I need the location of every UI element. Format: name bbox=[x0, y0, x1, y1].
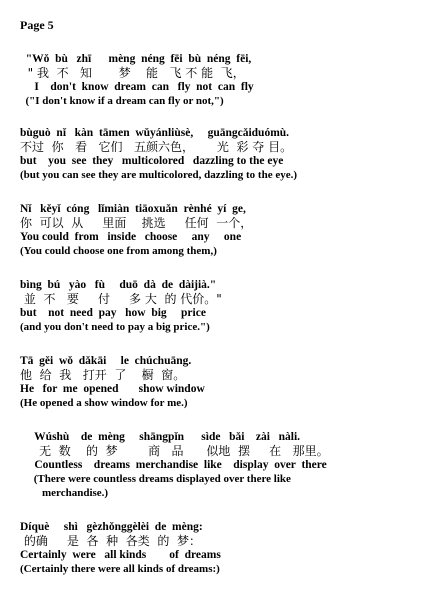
pinyin-line: bìng bú yào fù duō dà de dàijià." bbox=[20, 279, 217, 291]
pinyin-line: Díquè shì gèzhǒnggèlèi de mèng: bbox=[20, 521, 203, 533]
stanza-2 bbox=[20, 126, 415, 182]
chinese-line: 无 数 的 梦 商 品 似地 摆 在 那里。 bbox=[20, 444, 329, 458]
translation-line-continued: merchandise.) bbox=[20, 487, 109, 499]
english-gloss-line: but you see they multicolored dazzling to the eye bbox=[20, 155, 284, 167]
translation-line: (There were countless dreams displayed over there like bbox=[20, 473, 291, 485]
chinese-line: 不过 你 看 它们 五颜六色， 光 彩 夺 目。 bbox=[20, 140, 293, 154]
english-gloss-line: Countless dreams merchandise like display over there bbox=[20, 459, 327, 471]
chinese-line: 你 可以 从 里面 挑选 任何 一个， bbox=[20, 216, 253, 230]
pinyin-line: bùguò nǐ kàn tāmen wǔyánliùsè, guāngcǎiduómù. bbox=[20, 127, 290, 139]
translation-line: ("I don't know if a dream can fly or not,") bbox=[20, 95, 224, 107]
translation-line: (Certainly there were all kinds of dreams:) bbox=[20, 563, 220, 575]
stanza-6 bbox=[20, 430, 415, 500]
english-gloss-line: He for me opened show window bbox=[20, 383, 205, 395]
translation-line: (You could choose one from among them,) bbox=[20, 245, 217, 257]
english-gloss-line: You could from inside choose any one bbox=[20, 231, 242, 243]
chinese-line: 他 给 我 打开 了 橱 窗。 bbox=[20, 368, 186, 382]
stanza-3 bbox=[20, 202, 415, 258]
english-gloss-line: I don't know dream can fly not can fly bbox=[20, 81, 254, 93]
translation-line: (He opened a show window for me.) bbox=[20, 397, 188, 409]
chinese-line: 的确 是 各 种 各类 的 梦： bbox=[20, 534, 202, 548]
pinyin-line: Tā gěi wǒ dǎkāi le chúchuāng. bbox=[20, 355, 192, 367]
page-number: Page 5 bbox=[20, 18, 54, 32]
chinese-line: 並 不 要 付 多 大 的 代价。" bbox=[20, 292, 222, 306]
stanza-1 bbox=[20, 52, 415, 108]
translation-line: (but you can see they are multicolored, dazzling to the eye.) bbox=[20, 169, 297, 181]
pinyin-line: Nǐ kěyǐ cóng lǐmiàn tiāoxuǎn rènhé yí ge, bbox=[20, 203, 246, 215]
english-gloss-line: Certainly were all kinds of dreams bbox=[20, 549, 221, 561]
stanza-7 bbox=[20, 520, 415, 576]
stanza-4 bbox=[20, 278, 415, 334]
chinese-line: " 我 不 知 梦 能 飞 不 能 飞， bbox=[20, 66, 245, 80]
pinyin-line: Wúshù de mèng shāngpǐn sìde bǎi zài nàli. bbox=[20, 431, 301, 443]
stanza-5 bbox=[20, 354, 415, 410]
translation-line: (and you don't need to pay a big price.") bbox=[20, 321, 210, 333]
english-gloss-line: but not need pay how big price bbox=[20, 307, 206, 319]
pinyin-line: "Wǒ bù zhī mèng néng fēi bù néng fēi, bbox=[20, 53, 252, 65]
